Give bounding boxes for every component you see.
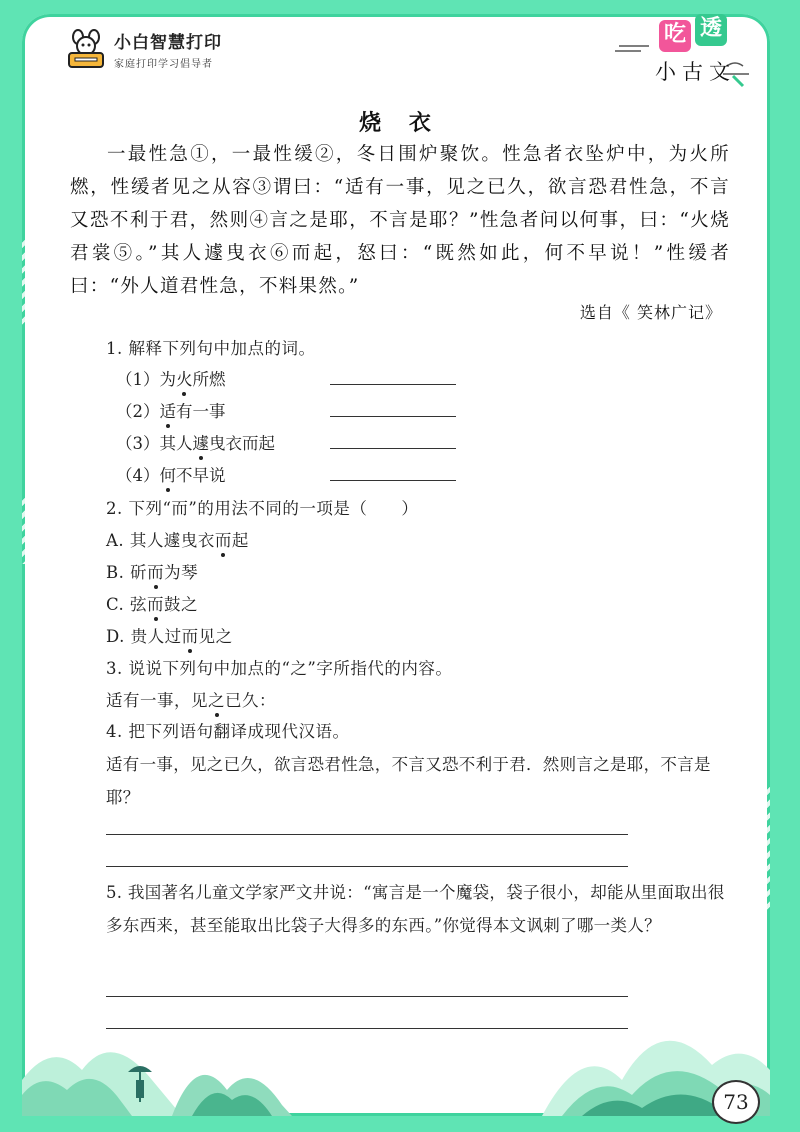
printer-mascot-icon bbox=[66, 29, 106, 69]
option-text: B. 斫 bbox=[106, 563, 148, 582]
brand-tagline: 家庭打印学习倡导者 bbox=[114, 59, 213, 70]
question-1-item-1 bbox=[116, 366, 226, 390]
dotted-word: 而 bbox=[147, 563, 165, 582]
answer-line-4a[interactable] bbox=[106, 834, 628, 835]
answer-blank-2[interactable] bbox=[330, 416, 456, 417]
answer-line-5a[interactable] bbox=[106, 996, 628, 997]
brand-logo bbox=[66, 28, 222, 70]
item-number: （4） bbox=[116, 466, 160, 485]
answer-blank-1[interactable] bbox=[330, 384, 456, 385]
question-4-prompt: 4. 把下列语句翻译成现代汉语。 bbox=[106, 722, 350, 741]
dotted-word: 而 bbox=[181, 627, 199, 646]
option-text: A. 其人遽曳衣 bbox=[106, 531, 215, 550]
item-text: 曳衣而起 bbox=[209, 434, 275, 453]
dotted-word: 何 bbox=[159, 466, 176, 485]
page-number: 73 bbox=[712, 1080, 760, 1124]
question-5-text: 5. 我国著名儿童文学家严文井说：“寓言是一个魔袋，袋子很小，却能从里面取出很多东西来，甚至能取出比袋子大得多的东西。”你觉得本文讽刺了哪一类人？ bbox=[106, 883, 725, 935]
dotted-word: 之 bbox=[208, 691, 225, 710]
item-number: （2） bbox=[116, 402, 160, 421]
question-2-option-d[interactable] bbox=[106, 623, 233, 647]
option-text: 为琴 bbox=[164, 563, 199, 582]
article-title: 烧 衣 bbox=[359, 110, 441, 136]
dotted-word: 遽 bbox=[192, 434, 209, 453]
option-text: C. 弦 bbox=[106, 595, 148, 614]
answer-blank-3[interactable] bbox=[330, 448, 456, 449]
series-badge bbox=[615, 18, 755, 88]
series-subtitle: 小古文 bbox=[655, 60, 736, 84]
item-text: 有一事 bbox=[176, 402, 226, 421]
question-3-prompt: 3. 说说下列句中加点的“之”字所指代的内容。 bbox=[106, 659, 453, 678]
item-text: 其人 bbox=[159, 434, 193, 453]
question-2-option-a[interactable] bbox=[106, 527, 249, 551]
question-2-prompt: 2. 下列“而”的用法不同的一项是（ ） bbox=[106, 499, 419, 518]
question-1-item-2 bbox=[116, 398, 226, 422]
dotted-word: 而 bbox=[147, 595, 165, 614]
option-text: 起 bbox=[231, 531, 249, 550]
item-number: （1） bbox=[116, 370, 160, 389]
mountain-landscape-decoration bbox=[22, 1010, 770, 1116]
article-body: 一最性急①，一最性缓②，冬日围炉聚饮。性急者衣坠炉中，为火所燃，性缓者见之从容③谓曰：“适有一事，见之已久，欲言恐君性急，不言又恐不利于君，然则④言之是耶，不言是耶？”性急者问以何事，曰：“火烧君裳⑤。”其人遽曳衣⑥而起，怒曰：“既然如此，何不早说！”性缓者曰：“外人道君性急，不料果然。” bbox=[70, 144, 730, 297]
question-4-text: 适有一事，见之已久，欲言恐君性急，不言又恐不利于君．然则言之是耶，不言是耶？ bbox=[106, 755, 711, 807]
option-text: D. 贵人过 bbox=[106, 627, 182, 646]
sentence-text: 已久： bbox=[225, 691, 276, 710]
item-text: 为 bbox=[159, 370, 176, 389]
sentence-text: 适有一事，见 bbox=[106, 691, 208, 710]
item-number: （3） bbox=[116, 434, 160, 453]
left-stripe-decoration bbox=[22, 236, 32, 326]
dotted-word: 而 bbox=[214, 531, 232, 550]
option-text: 见之 bbox=[198, 627, 233, 646]
dotted-word: 适 bbox=[159, 402, 176, 421]
item-text: 所燃 bbox=[192, 370, 226, 389]
answer-line-4b[interactable] bbox=[106, 866, 628, 867]
series-char-1: 吃 bbox=[659, 20, 691, 52]
right-stripe-decoration bbox=[760, 784, 770, 914]
question-2-option-c[interactable] bbox=[106, 591, 198, 615]
option-text: 鼓之 bbox=[164, 595, 199, 614]
brand-name: 小白智慧打印 bbox=[114, 33, 222, 53]
question-2-option-b[interactable] bbox=[106, 559, 198, 583]
answer-blank-4[interactable] bbox=[330, 480, 456, 481]
item-text: 不早说 bbox=[176, 466, 226, 485]
dotted-word: 火 bbox=[176, 370, 193, 389]
left-stripe-decoration-2 bbox=[22, 494, 32, 564]
series-char-2: 透 bbox=[695, 14, 727, 46]
question-1-prompt: 1. 解释下列句中加点的词。 bbox=[106, 339, 316, 358]
article-source: 选自《 笑林广记》 bbox=[579, 303, 722, 322]
question-1-item-3 bbox=[116, 430, 275, 454]
question-1-item-4 bbox=[116, 462, 226, 486]
question-3-sentence bbox=[106, 687, 276, 711]
